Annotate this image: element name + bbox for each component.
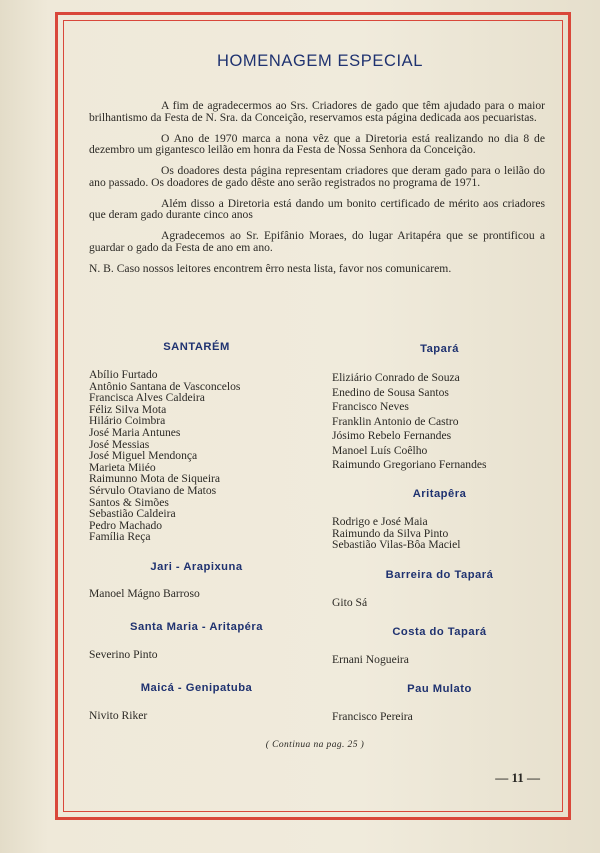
list-item: Enedino de Sousa Santos [332, 385, 449, 399]
paragraph: Além disso a Diretoria está dando um bonito certificado de mérito aos criadores que deram gado durante cinco anos [89, 196, 545, 222]
name-list-santa-maria [89, 649, 304, 661]
list-item: Marieta Miiéo [89, 460, 156, 474]
list-item: Antônio Santana de Vasconcelos [89, 379, 241, 393]
section-heading-aritapera: Aritapêra [412, 488, 467, 500]
paragraph: A fim de agradecermos ao Srs. Criadores de gado que têm ajudado para o maior brilhantismo da Festa de N. Sra. da Conceição, reservamos esta página dedicada aos pecuaristas. [89, 99, 545, 124]
list-item: Sebastião Caldeira [89, 507, 176, 521]
list-item: Féliz Silva Mota [89, 402, 167, 416]
intro-text [89, 100, 545, 284]
list-item: Ernani Nogueira [332, 653, 409, 666]
section-heading-costa: Costa do Tapará [392, 626, 487, 638]
name-list-jari [89, 588, 304, 600]
name-list-costa [332, 654, 547, 666]
list-item: Família Reça [89, 530, 151, 544]
name-list-aritapera [332, 516, 547, 551]
list-item: Raimundo Gregoriano Fernandes [332, 458, 487, 471]
list-item: Santos & Simões [89, 495, 169, 509]
section-heading-jari: Jari - Arapixuna [150, 561, 243, 573]
name-list-maica [89, 710, 304, 722]
list-item: Pedro Machado [89, 518, 163, 532]
list-item: Francisco Pereira [332, 710, 413, 723]
list-item: Manoel Mágno Barroso [89, 587, 200, 600]
section-heading-santarem: SANTARÉM [163, 341, 230, 353]
list-item: Rodrigo e José Maia [332, 515, 428, 528]
list-item: Raimunno Mota de Siqueira [89, 472, 221, 486]
list-item: Raimundo da Silva Pinto [332, 526, 449, 540]
section-heading-santa-maria: Santa Maria - Aritapéra [130, 621, 263, 633]
list-item: Nivito Riker [89, 709, 148, 722]
page-title: HOMENAGEM ESPECIAL [216, 52, 424, 70]
list-item: Eliziário Conrado de Souza [332, 371, 460, 384]
section-heading-maica: Maicá - Genipatuba [140, 682, 253, 694]
list-item: Jósimo Rebelo Fernandes [332, 429, 452, 442]
list-item: Franklin Antonio de Castro [332, 414, 459, 428]
section-heading-barreira: Barreira do Tapará [385, 569, 494, 581]
paragraph: O Ano de 1970 marca a nona vêz que a Diretoria está realizando no dia 8 de dezembro um gigantesco leilão em honra da Festa de Nossa Senhora da Conceição. [89, 131, 545, 157]
page-number: — 11 — [495, 770, 540, 785]
paragraph: Os doadores desta página representam criadores que deram gado para o leilão do ano passado. Os doadores de gado dêste ano serão registrados no programa de 1971. [89, 164, 545, 189]
list-item: José Maria Antunes [89, 425, 181, 439]
list-item: Manoel Luís Coêlho [332, 443, 428, 457]
section-heading-pau-mulato: Pau Mulato [407, 683, 472, 695]
list-item: José Messias [89, 437, 150, 451]
name-list-tapara [332, 371, 547, 473]
nb-note: N. B. Caso nossos leitores encontrem êrro nesta lista, favor nos comunicarem. [89, 261, 452, 275]
list-item: José Miguel Mendonça [89, 449, 198, 463]
list-item: Abílio Furtado [89, 368, 158, 381]
continued-note: ( Continua na pag. 25 ) [265, 740, 365, 750]
name-list-pau-mulato [332, 711, 547, 723]
name-list-barreira [332, 597, 547, 609]
list-item: Sebastião Vilas-Bôa Maciel [332, 538, 461, 552]
section-heading-tapara: Tapará [420, 343, 459, 355]
list-item: Francisco Neves [332, 400, 409, 413]
list-item: Francisca Alves Caldeira [89, 391, 205, 405]
list-item: Sérvulo Otaviano de Matos [89, 483, 217, 497]
name-list-santarem [89, 369, 304, 543]
paragraph: Agradecemos ao Sr. Epifânio Moraes, do lugar Aritapéra que se prontificou a guardar o gado da Festa de ano em ano. [89, 229, 545, 254]
list-item: Gito Sá [332, 596, 368, 609]
list-item: Severino Pinto [89, 648, 158, 661]
list-item: Hilário Coimbra [89, 414, 166, 428]
